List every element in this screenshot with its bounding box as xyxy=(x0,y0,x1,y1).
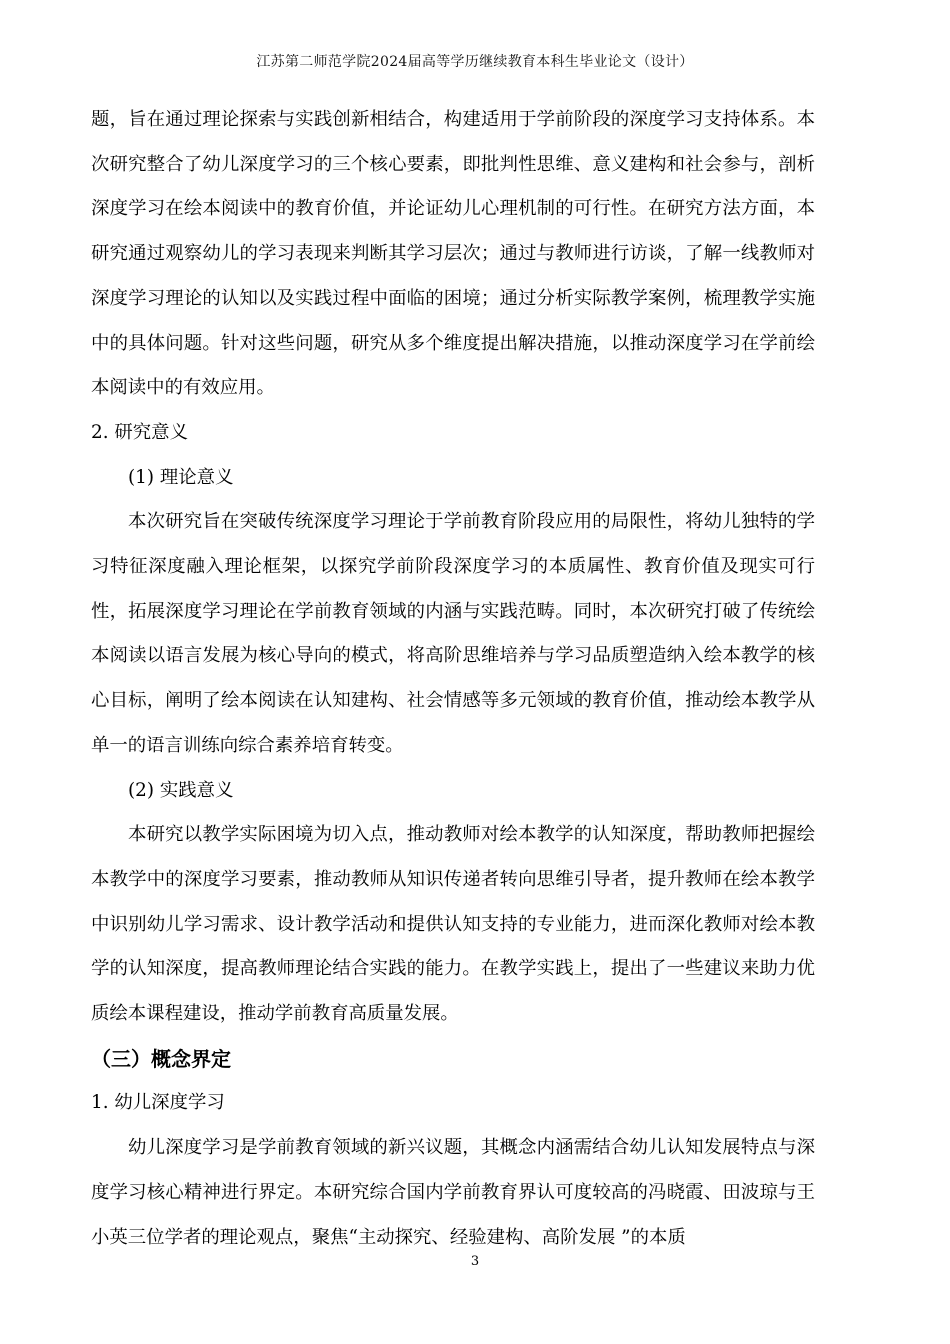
running-header: 江苏第二师范学院2024届高等学历继续教育本科生毕业论文（设计） xyxy=(256,54,694,70)
paragraph-intro: 题，旨在通过理论探索与实践创新相结合，构建适用于学前阶段的深度学习支持体系。本次研究整合了幼儿深度学习的三个核心要素，即批判性思维、意义建构和社会参与，剖析深度学习在绘本阅读中的教育价值，并论证幼儿心理机制的可行性。在研究方法方面，本研究通过观察幼儿的学习表现来判断其学习层次；通过与教师进行访谈，了解一线教师对深度学习理论的认知以及实践过程中面临的困境；通过分析实际教学案例，梳理教学实施中的具体问题。针对这些问题，研究从多个维度提出解决措施，以推动深度学习在学前绘本阅读中的有效应用。 xyxy=(91,109,815,399)
page-number: 3 xyxy=(470,1254,480,1269)
paragraph-child-deep-learning: 幼儿深度学习是学前教育领域的新兴议题，其概念内涵需结合幼儿认知发展特点与深度学习核心精神进行界定。本研究综合国内学前教育界认可度较高的冯晓霞、田波琼与王小英三位学者的理论观点，聚焦“主动探究、经验建构、高阶发展 ”的本质 xyxy=(91,1137,815,1248)
heading-child-deep-learning: 1. 幼儿深度学习 xyxy=(91,1092,225,1114)
heading-practical-significance: (2) 实践意义 xyxy=(128,779,234,801)
heading-research-significance: 2. 研究意义 xyxy=(91,421,188,443)
heading-concept-definition: （三）概念界定 xyxy=(91,1046,231,1071)
paragraph-theoretical-significance: 本次研究旨在突破传统深度学习理论于学前教育阶段应用的局限性，将幼儿独特的学习特征深度融入理论框架，以探究学前阶段深度学习的本质属性、教育价值及现实可行性，拓展深度学习理论在学前教育领域的内涵与实践范畴。同时，本次研究打破了传统绘本阅读以语言发展为核心导向的模式，将高阶思维培养与学习品质塑造纳入绘本教学的核心目标，阐明了绘本阅读在认知建构、社会情感等多元领域的教育价值，推动绘本教学从单一的语言训练向综合素养培育转变。 xyxy=(91,511,815,756)
document-body xyxy=(91,98,815,1260)
paragraph-practical-significance: 本研究以教学实际困境为切入点，推动教师对绘本教学的认知深度，帮助教师把握绘本教学中的深度学习要素，推动教师从知识传递者转向思维引导者，提升教师在绘本教学中识别幼儿学习需求、设计教学活动和提供认知支持的专业能力，进而深化教师对绘本教学的认知深度，提高教师理论结合实践的能力。在教学实践上，提出了一些建议来助力优质绘本课程建设，推动学前教育高质量发展。 xyxy=(91,824,815,1025)
heading-theoretical-significance: (1) 理论意义 xyxy=(128,466,234,488)
